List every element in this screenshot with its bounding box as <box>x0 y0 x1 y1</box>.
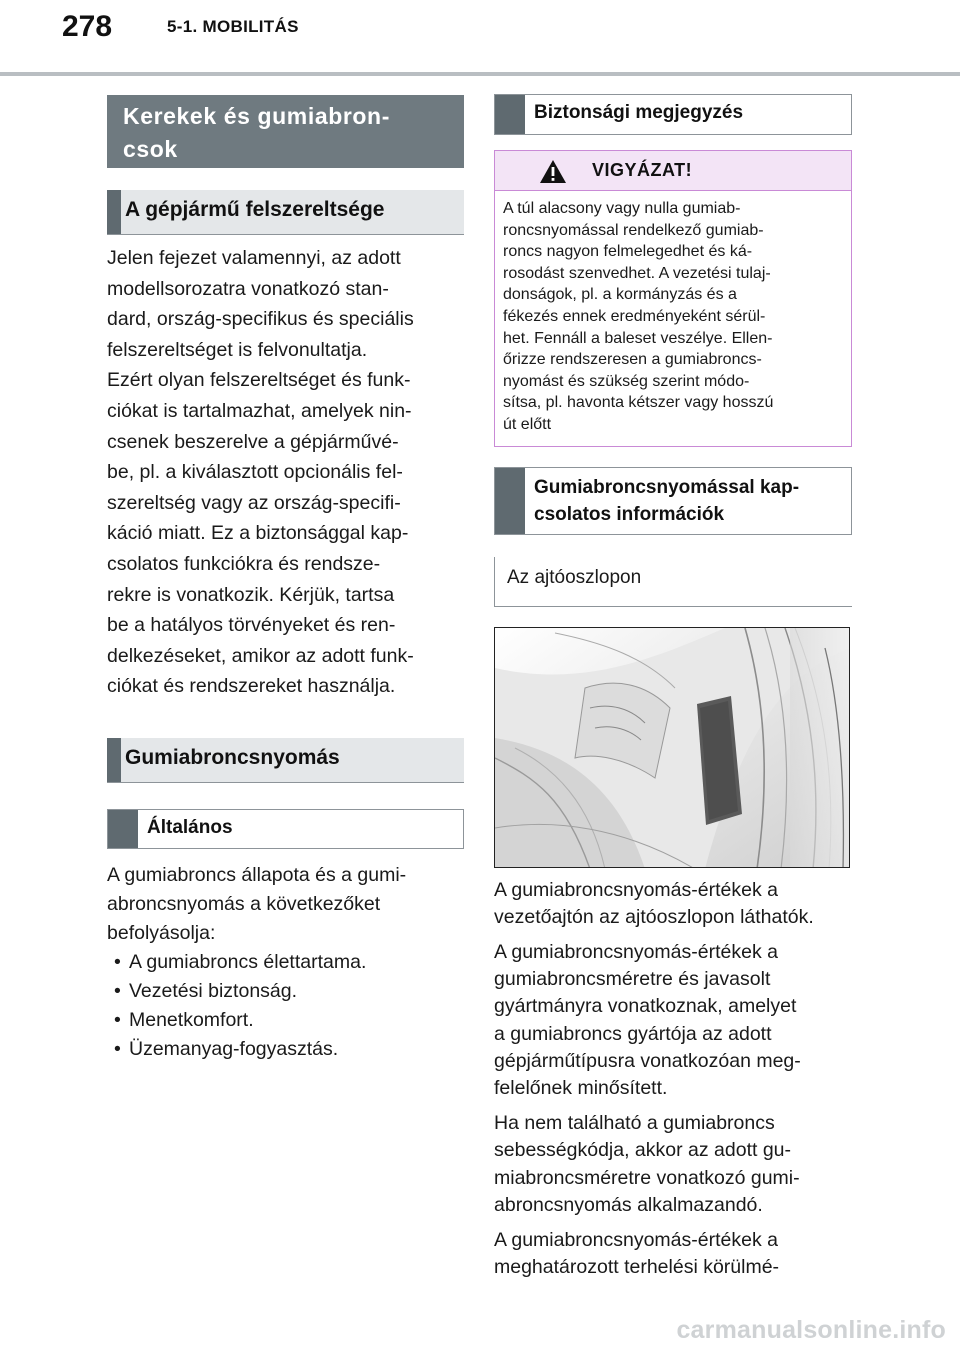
text-line: be, pl. a kiválasztott opcionális fel- <box>107 461 403 484</box>
text-line: miabroncsméretre vonatkozó gumi- <box>494 1166 800 1189</box>
list-item: • A gumiabroncs élettartama. <box>107 948 464 977</box>
text-line: rekre is vonatkozik. Kérjük, tartsa <box>107 583 395 606</box>
text-line: ciókat is tartalmazhat, amelyek nin- <box>107 399 412 422</box>
text-line: donságok, pl. a kormányzás és a <box>503 286 737 304</box>
subsubsection-marker <box>108 810 138 848</box>
subsubsection-marker <box>495 95 525 134</box>
section-title-wheels-tires <box>107 95 464 168</box>
text-line: ciókat és rendszereket használja. <box>107 675 396 698</box>
subsubsection-general-title: Általános <box>147 816 233 838</box>
subsubsection-general <box>107 809 464 849</box>
left-column <box>107 95 464 1064</box>
text-line: A gumiabroncsnyomás-értékek a <box>494 940 778 963</box>
text-line: őrizze rendszeresen a gumiabroncs- <box>503 351 762 369</box>
warning-header <box>495 151 851 191</box>
right-column <box>494 94 852 1281</box>
text-line: delkezéseket, amikor az adott funk- <box>107 644 414 667</box>
text-line: abroncsnyomás alkalmazandó. <box>494 1193 763 1216</box>
door-pillar-label-box <box>494 557 852 607</box>
text-line: A túl alacsony vagy nulla gumiab- <box>503 200 741 217</box>
list-item: • Üzemanyag-fogyasztás. <box>107 1035 464 1064</box>
text-line: modellsorozatra vonatkozó stan- <box>107 277 389 300</box>
warning-box <box>494 150 852 447</box>
text-line: dard, ország-specifikus és speciális <box>107 308 414 331</box>
text-line: nyomást és szükség szerint módo- <box>503 372 750 390</box>
subsection-vehicle-equipment <box>107 190 464 235</box>
subsubsection-safety-note <box>494 94 852 135</box>
pressure-values-paragraph <box>494 939 852 1102</box>
footer-watermark: carmanualsonline.info <box>676 1316 946 1344</box>
text-line: a gumiabroncs gyártója az adott <box>494 1022 772 1045</box>
subsection-vehicle-equipment-title: A gépjármű felszereltsége <box>125 198 385 221</box>
text-line: sítsa, pl. havonta kétszer vagy hosszú <box>503 394 774 412</box>
subsubsection-pressure-info <box>494 467 852 535</box>
text-line: felelőnek minősített. <box>494 1076 668 1099</box>
text-line: csenek beszerelve a gépjárművé- <box>107 430 399 453</box>
text-line: felszereltséget is felvonultatja. <box>107 338 368 361</box>
door-pillar-illustration <box>494 627 850 868</box>
subsection-tire-pressure-title: Gumiabroncsnyomás <box>125 745 340 769</box>
subsection-marker <box>107 190 121 234</box>
text-line: abroncsnyomás a következőket <box>107 892 381 915</box>
text-line: csolatos információk <box>534 503 725 525</box>
text-line: roncs nagyon felmelegedhet és ká- <box>503 243 753 261</box>
safety-note-title: Biztonsági megjegyzés <box>534 102 744 123</box>
list-item: • Menetkomfort. <box>107 1006 464 1035</box>
text-line: A gumiabroncsnyomás-értékek a <box>494 1228 778 1251</box>
pressure-location-paragraph <box>494 877 852 931</box>
subsection-marker <box>107 738 121 782</box>
text-line: rosodást szenvedhet. A vezetési tulaj- <box>503 264 771 282</box>
warning-triangle-icon <box>539 159 567 184</box>
text-line: be a hatályos törvényeket és ren- <box>107 614 396 637</box>
header-divider <box>0 72 960 76</box>
subsubsection-marker <box>495 468 525 534</box>
pressure-info-title <box>495 468 851 528</box>
text-line: csolatos funkciókra és rendsze- <box>107 552 381 575</box>
text-line: gumiabroncsméretre és javasolt <box>494 968 771 991</box>
load-conditions-paragraph <box>494 1227 852 1281</box>
section-title-line-1: Kerekek és gumiabron- <box>123 103 390 129</box>
text-line: A gumiabroncs állapota és a gumi- <box>107 863 407 886</box>
text-line: gépjárműtípusra vonatkozóan meg- <box>494 1049 801 1072</box>
text-line: Ha nem található a gumiabroncs <box>494 1112 775 1135</box>
text-line: Ezért olyan felszereltséget és funk- <box>107 369 411 392</box>
text-line: Gumiabroncsnyomással kap- <box>534 476 800 498</box>
warning-text <box>495 191 851 446</box>
text-line: A gumiabroncsnyomás-értékek a <box>494 878 778 901</box>
door-pillar-drawing <box>495 628 850 868</box>
text-line: het. Fennáll a baleset veszélye. Ellen- <box>503 329 773 347</box>
page-header <box>0 0 960 78</box>
page-number: 278 <box>62 10 113 43</box>
door-pillar-label: Az ajtóoszlopon <box>507 566 642 588</box>
text-line: szereltség vagy az ország-specifi- <box>107 491 401 514</box>
text-line: roncsnyomással rendelkező gumiab- <box>503 221 764 239</box>
equipment-paragraph <box>107 243 464 702</box>
warning-title: VIGYÁZAT! <box>592 160 693 180</box>
chapter-title: 5-1. MOBILITÁS <box>167 17 299 36</box>
text-line: gyártmányra vonatkoznak, amelyet <box>494 995 797 1018</box>
speed-code-paragraph <box>494 1110 852 1219</box>
text-line: káció miatt. Ez a biztonsággal kap- <box>107 522 409 545</box>
subsection-tire-pressure <box>107 738 464 783</box>
text-line: Jelen fejezet valamennyi, az adott <box>107 247 401 269</box>
text-line: sebességkódja, akkor az adott gu- <box>494 1139 792 1162</box>
text-line: út előtt <box>503 415 552 433</box>
text-line: befolyásolja: <box>107 921 216 944</box>
general-paragraph <box>107 861 464 948</box>
text-line: fékezés ennek eredményeként sérül- <box>503 307 766 325</box>
list-item: • Vezetési biztonság. <box>107 977 464 1006</box>
text-line: meghatározott terhelési körülmé- <box>494 1256 780 1279</box>
text-line: vezetőajtón az ajtóoszlopon láthatók. <box>494 905 814 928</box>
influence-list <box>107 948 464 1064</box>
section-title-line-2: csok <box>123 136 178 162</box>
